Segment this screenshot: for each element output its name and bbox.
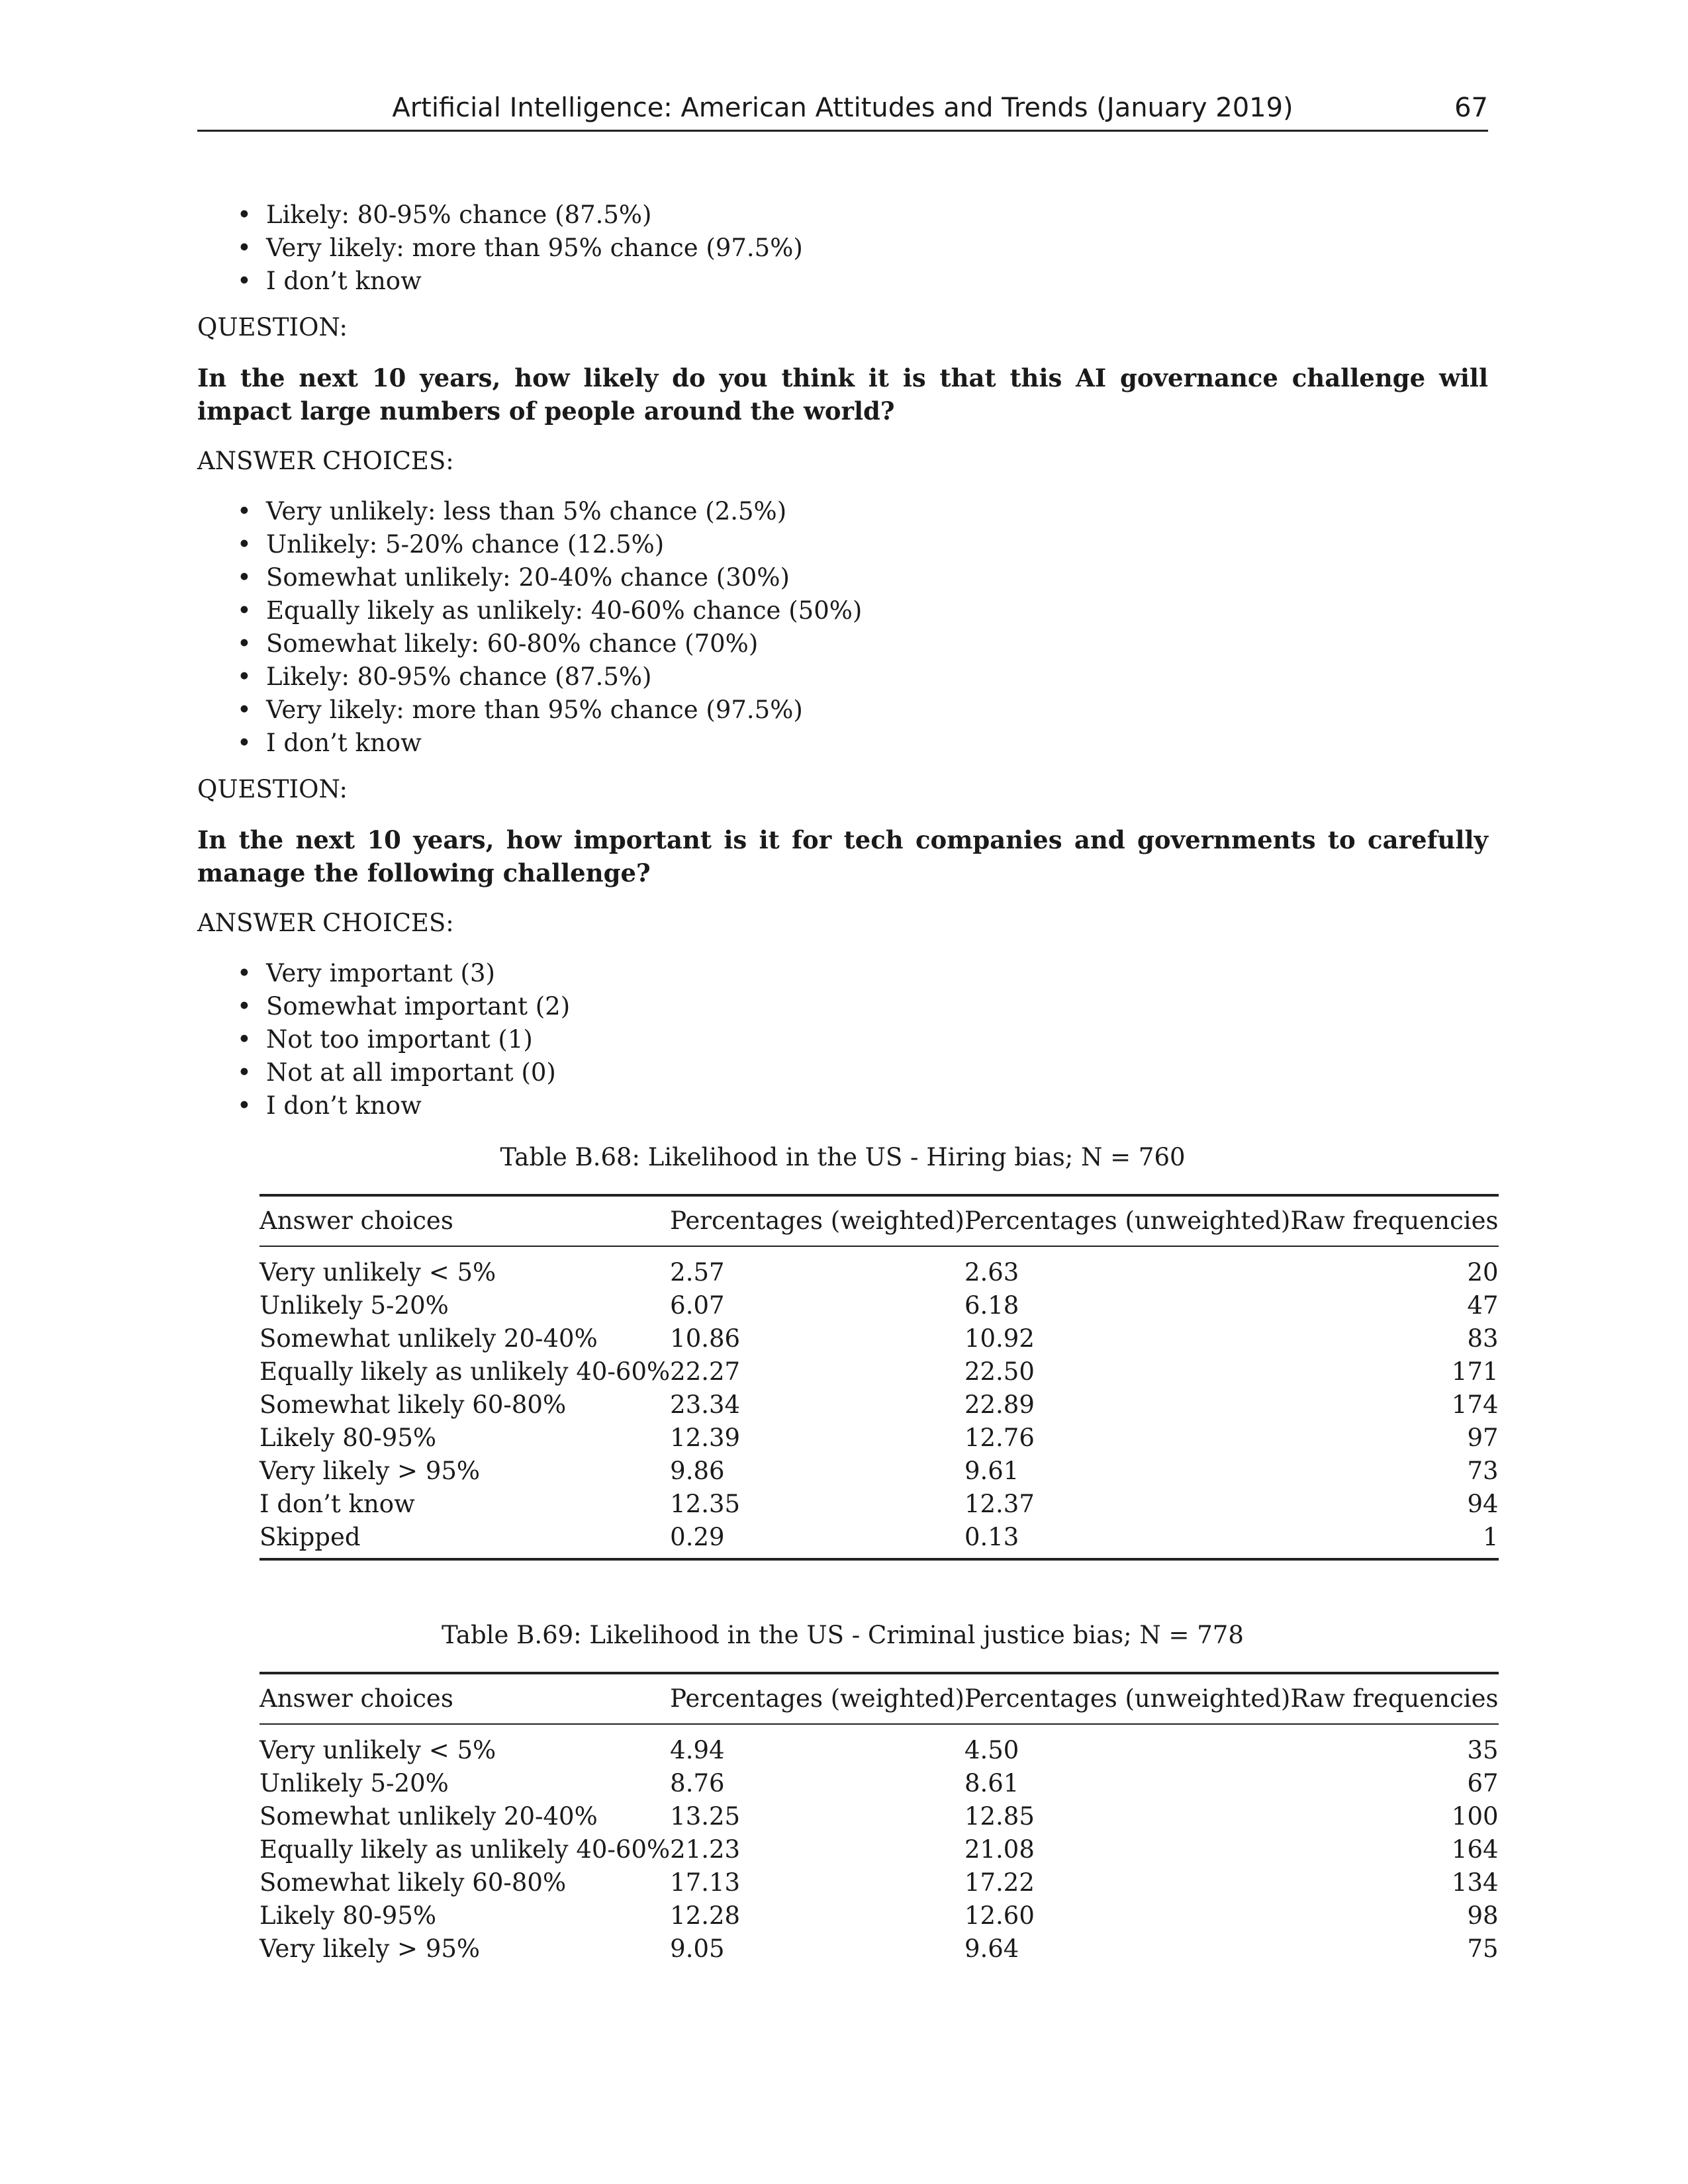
list-item: • Very likely: more than 95% chance (97.5%) [237,694,1488,727]
list-item: • Very important (3) [237,957,1488,990]
criminal-justice-bias-table [259,1672,1499,1966]
table-row: Likely 80-95% 12.28 12.60 98 [259,1901,1499,1930]
bullet-icon: • [237,992,252,1021]
column-header: Answer choices [259,1206,453,1235]
bullet-icon: • [237,959,252,987]
list-item: • Very likely: more than 95% chance (97.5%) [237,232,1488,265]
bullet-icon: • [237,267,252,295]
list-item: • I don’t know [237,727,1488,760]
list-item: • Likely: 80-95% chance (87.5%) [237,660,1488,694]
bullet-icon: • [237,1058,252,1087]
table-row: Somewhat likely 60-80% 23.34 22.89 174 [259,1390,1499,1419]
bullet-icon: • [237,1091,252,1120]
bullet-icon: • [237,729,252,757]
table-row: Somewhat unlikely 20-40% 13.25 12.85 100 [259,1802,1499,1831]
table-row: I don’t know 12.35 12.37 94 [259,1490,1499,1518]
table-row: Skipped 0.29 0.13 1 [259,1521,1499,1559]
bullet-icon: • [237,696,252,724]
bullet-icon: • [237,629,252,658]
bullet-icon: • [237,1025,252,1054]
question-text: In the next 10 years, how likely do you think it is that this AI governance challenge will impact large numbers of people around the world? [197,363,1488,426]
table-row: Very unlikely < 5% 2.57 2.63 20 [259,1258,1499,1287]
bullet-icon: • [237,530,252,559]
bullet-icon: • [237,563,252,592]
column-header: Percentages (weighted) [670,1206,964,1235]
list-item: • Not at all important (0) [237,1056,1488,1089]
page-number: 67 [1454,93,1488,123]
list-item: • I don’t know [237,265,1488,298]
list-item: • Unlikely: 5-20% chance (12.5%) [237,528,1488,561]
list-item: • Somewhat likely: 60-80% chance (70%) [237,627,1488,660]
table-caption: Table B.68: Likelihood in the US - Hiring bias; N = 760 [500,1143,1186,1171]
running-header [197,93,1488,132]
question-label: QUESTION: [197,313,348,341]
hiring-bias-table [259,1194,1499,1561]
answers-label: ANSWER CHOICES: [197,447,454,475]
top-choice-list [197,199,1488,298]
column-header: Answer choices [259,1684,453,1713]
table-row: Unlikely 5-20% 6.07 6.18 47 [259,1291,1499,1320]
table-row: Somewhat likely 60-80% 17.13 17.22 134 [259,1868,1499,1897]
column-header: Percentages (weighted) [670,1684,964,1713]
table-row: Likely 80-95% 12.39 12.76 97 [259,1424,1499,1452]
table-row: Unlikely 5-20% 8.76 8.61 67 [259,1769,1499,1797]
bullet-icon: • [237,234,252,262]
list-item: • Somewhat unlikely: 20-40% chance (30%) [237,561,1488,594]
list-item: • Likely: 80-95% chance (87.5%) [237,199,1488,232]
bullet-icon: • [237,497,252,525]
table-row: Very likely > 95% 9.05 9.64 75 [259,1934,1499,1963]
column-header: Raw frequencies [1290,1684,1499,1713]
list-item: • Very unlikely: less than 5% chance (2.5%) [237,495,1488,528]
column-header: Percentages (unweighted) [964,1684,1291,1713]
answer-choice-list [197,957,1488,1122]
table-row: Very likely > 95% 9.86 9.61 73 [259,1457,1499,1485]
table-caption: Table B.69: Likelihood in the US - Criminal justice bias; N = 778 [442,1621,1244,1649]
list-item: • I don’t know [237,1089,1488,1122]
list-item: • Not too important (1) [237,1023,1488,1056]
bullet-icon: • [237,596,252,625]
list-item: • Equally likely as unlikely: 40-60% chance (50%) [237,594,1488,627]
table-row: Equally likely as unlikely 40-60% 22.27 22.50 171 [259,1357,1499,1386]
table-row: Equally likely as unlikely 40-60% 21.23 21.08 164 [259,1835,1499,1864]
header-title: Artificial Intelligence: American Attitudes and Trends (January 2019) [392,93,1293,123]
page-content [197,199,1499,1966]
table-header-row [259,1195,1499,1246]
list-item: • Somewhat important (2) [237,990,1488,1023]
question-label: QUESTION: [197,775,348,803]
answers-label: ANSWER CHOICES: [197,909,454,937]
table-row: Somewhat unlikely 20-40% 10.86 10.92 83 [259,1324,1499,1353]
question-text: In the next 10 years, how important is it for tech companies and governments to carefully manage the following challenge? [197,825,1488,887]
answer-choice-list [197,495,1488,760]
bullet-icon: • [237,662,252,691]
column-header: Percentages (unweighted) [964,1206,1291,1235]
column-header: Raw frequencies [1290,1206,1499,1235]
table-row: Very unlikely < 5% 4.94 4.50 35 [259,1736,1499,1764]
table-header-row [259,1673,1499,1724]
bullet-icon: • [237,201,252,229]
